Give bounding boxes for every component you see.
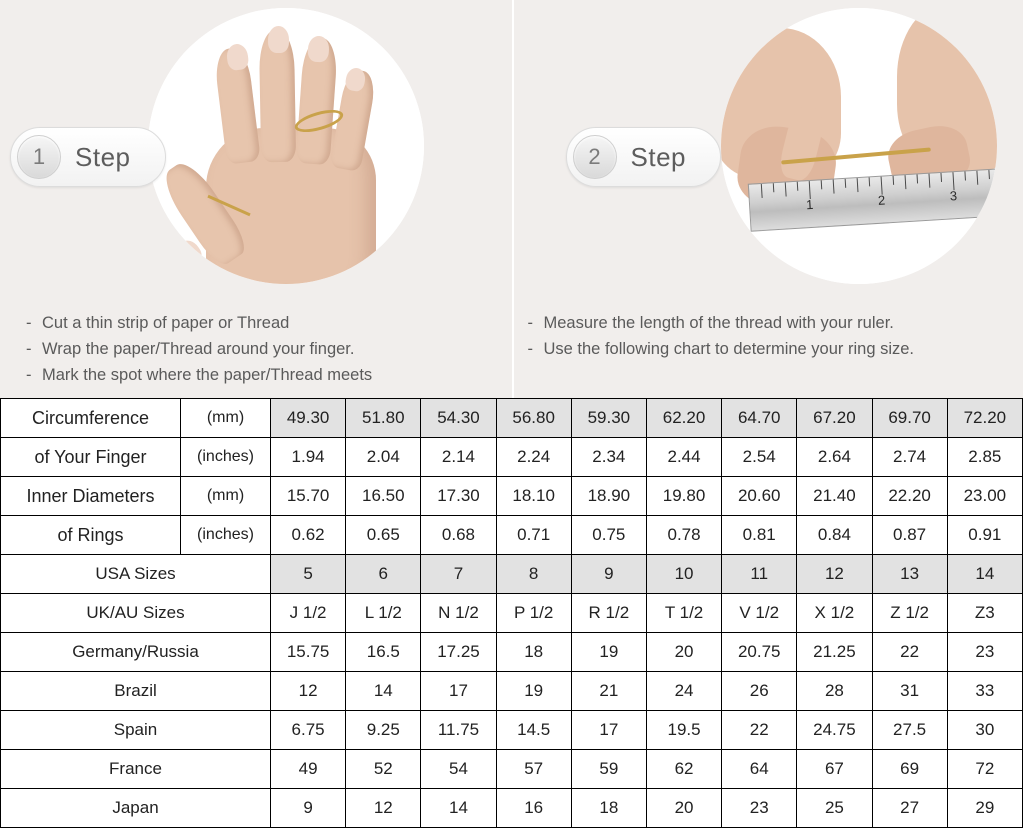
table-row <box>1 711 1023 750</box>
cell: 19 <box>496 672 571 711</box>
cell: 2.24 <box>496 438 571 477</box>
table-row <box>1 399 1023 438</box>
step-2-bullets <box>528 310 915 362</box>
row-label-inner-diameter-2: of Rings <box>1 516 181 555</box>
ruler-illustration <box>721 8 997 284</box>
table-row <box>1 477 1023 516</box>
step-2-badge <box>566 126 722 188</box>
cell: 12 <box>346 789 421 828</box>
cell: 6 <box>346 555 421 594</box>
unit-inches: (inches) <box>181 438 271 477</box>
cell: 7 <box>421 555 496 594</box>
cell: 15.75 <box>271 633 346 672</box>
row-label-spain: Spain <box>1 711 271 750</box>
cell: 17.25 <box>421 633 496 672</box>
cell: 0.62 <box>271 516 346 555</box>
step-1-word: Step <box>75 142 131 173</box>
cell: L 1/2 <box>346 594 421 633</box>
unit-mm: (mm) <box>181 477 271 516</box>
steps-section <box>0 0 1023 398</box>
cell: 0.91 <box>947 516 1022 555</box>
cell: 18.90 <box>571 477 646 516</box>
cell: 52 <box>346 750 421 789</box>
row-label-uk-au-sizes: UK/AU Sizes <box>1 594 271 633</box>
cell: R 1/2 <box>571 594 646 633</box>
cell: 33 <box>947 672 1022 711</box>
cell: 16 <box>496 789 571 828</box>
step-1-bullet-1: - Cut a thin strip of paper or Thread <box>26 310 372 336</box>
cell: J 1/2 <box>271 594 346 633</box>
cell: 17 <box>571 711 646 750</box>
cell: 9 <box>571 555 646 594</box>
cell: 56.80 <box>496 399 571 438</box>
cell: 20.60 <box>722 477 797 516</box>
cell: 20.75 <box>722 633 797 672</box>
cell: 12 <box>797 555 872 594</box>
cell: 0.75 <box>571 516 646 555</box>
table-row <box>1 516 1023 555</box>
cell: N 1/2 <box>421 594 496 633</box>
cell: 0.65 <box>346 516 421 555</box>
cell: 23 <box>947 633 1022 672</box>
cell: 64.70 <box>722 399 797 438</box>
cell: 0.87 <box>872 516 947 555</box>
cell: 26 <box>722 672 797 711</box>
cell: 31 <box>872 672 947 711</box>
ring-size-table <box>0 398 1023 828</box>
cell: P 1/2 <box>496 594 571 633</box>
step-1-bullet-2: - Wrap the paper/Thread around your finger. <box>26 336 372 362</box>
row-label-japan: Japan <box>1 789 271 828</box>
cell: 18.10 <box>496 477 571 516</box>
cell: 67 <box>797 750 872 789</box>
cell: 51.80 <box>346 399 421 438</box>
row-label-france: France <box>1 750 271 789</box>
cell: 21 <box>571 672 646 711</box>
cell: 2.44 <box>646 438 721 477</box>
cell: 17.30 <box>421 477 496 516</box>
row-label-usa-sizes: USA Sizes <box>1 555 271 594</box>
row-label-inner-diameter: Inner Diameters <box>1 477 181 516</box>
cell: 15.70 <box>271 477 346 516</box>
step-2-number: 2 <box>573 135 617 179</box>
cell: 11 <box>722 555 797 594</box>
table-row <box>1 438 1023 477</box>
cell: 2.74 <box>872 438 947 477</box>
row-label-brazil: Brazil <box>1 672 271 711</box>
cell: 8 <box>496 555 571 594</box>
cell: 0.68 <box>421 516 496 555</box>
cell: 14 <box>346 672 421 711</box>
step-1-bullets <box>26 310 372 388</box>
step-1-photo <box>148 8 424 284</box>
cell: 72 <box>947 750 1022 789</box>
cell: 20 <box>646 789 721 828</box>
cell: 27.5 <box>872 711 947 750</box>
cell: 0.78 <box>646 516 721 555</box>
cell: 27 <box>872 789 947 828</box>
step-1-badge <box>10 126 166 188</box>
cell: 28 <box>797 672 872 711</box>
cell: 54.30 <box>421 399 496 438</box>
cell: 24.75 <box>797 711 872 750</box>
cell: 25 <box>797 789 872 828</box>
row-label-circumference: Circumference <box>1 399 181 438</box>
hand-illustration <box>148 8 424 284</box>
cell: 30 <box>947 711 1022 750</box>
cell: 62.20 <box>646 399 721 438</box>
cell: 0.84 <box>797 516 872 555</box>
row-label-germany-russia: Germany/Russia <box>1 633 271 672</box>
cell: 17 <box>421 672 496 711</box>
cell: 22 <box>722 711 797 750</box>
cell: 10 <box>646 555 721 594</box>
cell: 13 <box>872 555 947 594</box>
cell: 54 <box>421 750 496 789</box>
cell: 21.40 <box>797 477 872 516</box>
cell: 18 <box>571 789 646 828</box>
cell: V 1/2 <box>722 594 797 633</box>
row-label-circumference-2: of Your Finger <box>1 438 181 477</box>
table-row <box>1 555 1023 594</box>
cell: 0.81 <box>722 516 797 555</box>
step-1-bullet-3: - Mark the spot where the paper/Thread meets <box>26 362 372 388</box>
cell: 16.50 <box>346 477 421 516</box>
step-panel-2 <box>512 0 1023 398</box>
cell: 69 <box>872 750 947 789</box>
cell: 14.5 <box>496 711 571 750</box>
cell: 59 <box>571 750 646 789</box>
cell: 2.64 <box>797 438 872 477</box>
cell: 2.85 <box>947 438 1022 477</box>
cell: T 1/2 <box>646 594 721 633</box>
unit-mm: (mm) <box>181 399 271 438</box>
cell: 18 <box>496 633 571 672</box>
cell: Z3 <box>947 594 1022 633</box>
cell: 69.70 <box>872 399 947 438</box>
cell: 20 <box>646 633 721 672</box>
cell: 23.00 <box>947 477 1022 516</box>
step-panel-1 <box>0 0 512 398</box>
cell: 6.75 <box>271 711 346 750</box>
cell: 23 <box>722 789 797 828</box>
cell: 57 <box>496 750 571 789</box>
cell: 21.25 <box>797 633 872 672</box>
cell: Z 1/2 <box>872 594 947 633</box>
step-2-bullet-2: - Use the following chart to determine your ring size. <box>528 336 915 362</box>
cell: 49 <box>271 750 346 789</box>
step-1-number: 1 <box>17 135 61 179</box>
cell: 64 <box>722 750 797 789</box>
table-row <box>1 633 1023 672</box>
cell: 14 <box>421 789 496 828</box>
cell: 19 <box>571 633 646 672</box>
cell: 2.14 <box>421 438 496 477</box>
cell: X 1/2 <box>797 594 872 633</box>
table-row <box>1 672 1023 711</box>
step-2-word: Step <box>631 142 687 173</box>
unit-inches: (inches) <box>181 516 271 555</box>
table-row <box>1 789 1023 828</box>
cell: 0.71 <box>496 516 571 555</box>
cell: 9 <box>271 789 346 828</box>
cell: 72.20 <box>947 399 1022 438</box>
ruler-number-1: 1 <box>805 197 813 212</box>
cell: 49.30 <box>271 399 346 438</box>
cell: 62 <box>646 750 721 789</box>
cell: 5 <box>271 555 346 594</box>
cell: 9.25 <box>346 711 421 750</box>
step-2-bullet-1: - Measure the length of the thread with your ruler. <box>528 310 915 336</box>
ruler-number-2: 2 <box>877 192 885 207</box>
cell: 12 <box>271 672 346 711</box>
cell: 2.04 <box>346 438 421 477</box>
cell: 16.5 <box>346 633 421 672</box>
ruler-number-3: 3 <box>949 188 957 203</box>
cell: 67.20 <box>797 399 872 438</box>
cell: 11.75 <box>421 711 496 750</box>
cell: 24 <box>646 672 721 711</box>
cell: 1.94 <box>271 438 346 477</box>
table-row <box>1 594 1023 633</box>
cell: 22 <box>872 633 947 672</box>
cell: 59.30 <box>571 399 646 438</box>
cell: 29 <box>947 789 1022 828</box>
step-2-photo <box>721 8 997 284</box>
cell: 19.5 <box>646 711 721 750</box>
table-row <box>1 750 1023 789</box>
cell: 2.54 <box>722 438 797 477</box>
cell: 14 <box>947 555 1022 594</box>
cell: 19.80 <box>646 477 721 516</box>
cell: 22.20 <box>872 477 947 516</box>
cell: 2.34 <box>571 438 646 477</box>
